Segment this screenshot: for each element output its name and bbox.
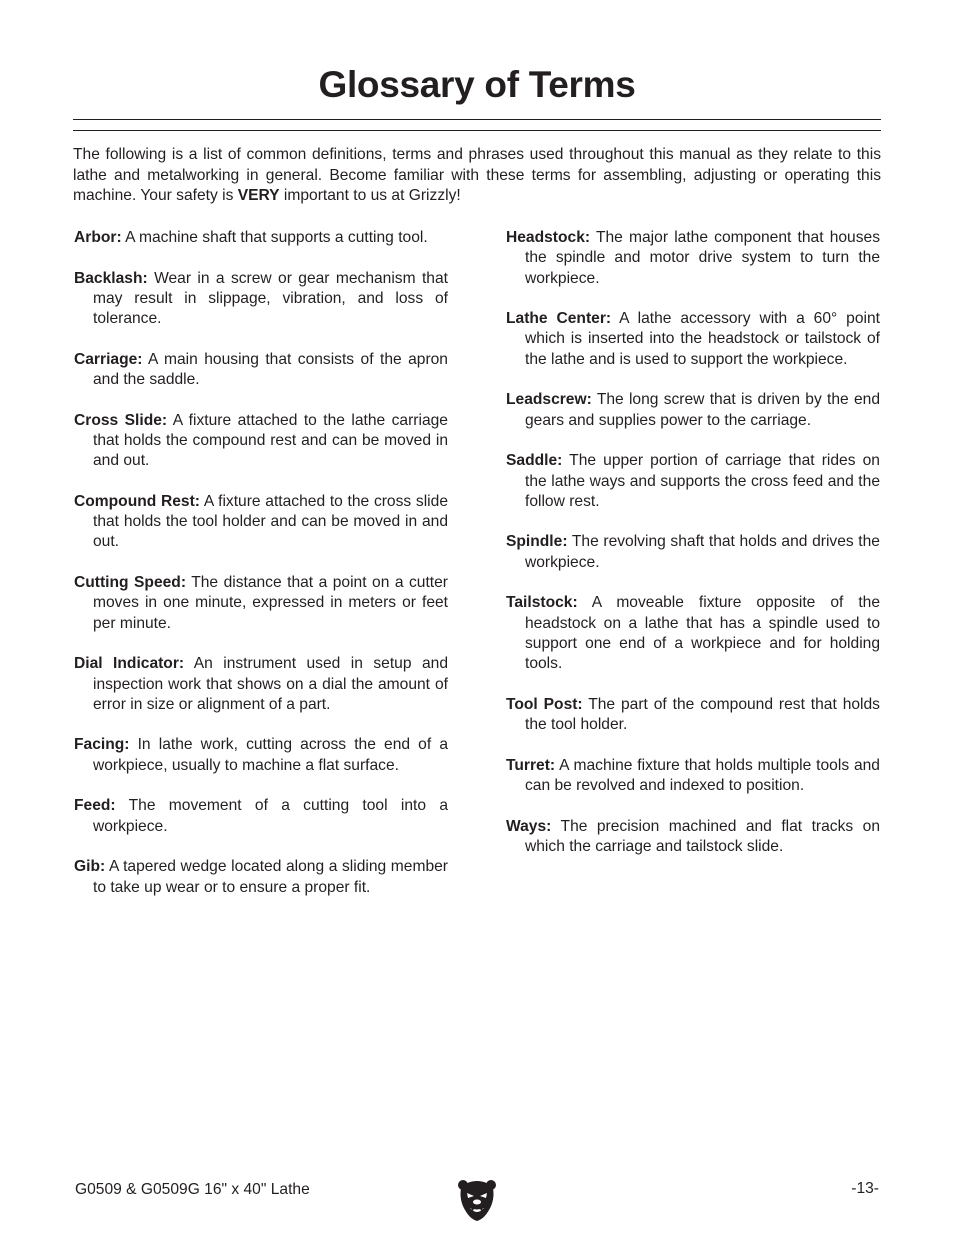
glossary-term: Compound Rest:: [74, 492, 200, 510]
glossary-entry: [506, 756, 880, 797]
glossary-term: Feed:: [74, 797, 116, 815]
intro-emphasis: VERY: [237, 187, 280, 204]
glossary-definition: An instrument used in setup and inspection work that shows on a dial the amount of error in size or alignment of a part.: [93, 655, 448, 713]
glossary-term: Headstock:: [506, 229, 591, 246]
glossary-entry: [74, 796, 448, 837]
glossary-definition: A machine fixture that holds multiple tools and can be revolved and indexed to position.: [525, 756, 880, 795]
glossary-term: Backlash:: [74, 269, 148, 287]
glossary-entry: [506, 390, 880, 431]
glossary-definition: A fixture attached to the lathe carriage that holds the compound rest and can be moved in and out.: [93, 411, 448, 470]
glossary-term: Leadscrew:: [506, 391, 592, 409]
glossary-entry: [506, 593, 880, 674]
glossary-definition: The distance that a point on a cutter moves in one minute, expressed in meters or feet per minute.: [93, 574, 448, 632]
glossary-definition: The long screw that is driven by the end gears and supplies power to the carriage.: [525, 391, 880, 429]
glossary-definition: The revolving shaft that holds and drives the workpiece.: [525, 533, 880, 571]
glossary-definition: The movement of a cutting tool into a workpiece.: [93, 797, 448, 835]
glossary-term: Tool Post:: [506, 695, 583, 713]
glossary-term: Facing:: [74, 736, 130, 754]
intro-paragraph: [73, 145, 881, 207]
glossary-term: Lathe Center:: [506, 310, 612, 328]
glossary-entry: [74, 654, 448, 715]
intro-text-end: important to us at Grizzly!: [279, 187, 461, 204]
glossary-entry: [74, 492, 448, 553]
glossary-term: Gib:: [74, 858, 106, 876]
glossary-definition: A main housing that consists of the apron and the saddle.: [93, 350, 448, 389]
grizzly-bear-logo-icon: [457, 1178, 497, 1222]
glossary-entry: [506, 817, 880, 858]
glossary-entry: [506, 309, 880, 370]
glossary-term: Arbor:: [74, 229, 122, 246]
glossary-term: Tailstock:: [506, 594, 578, 612]
glossary-term: Dial Indicator:: [74, 655, 185, 673]
page-number: -13-: [851, 1180, 879, 1197]
glossary-entry: [74, 573, 448, 634]
glossary-definition: The precision machined and flat tracks on which the carriage and tailstock slide.: [525, 817, 880, 855]
glossary-definition: In lathe work, cutting across the end of a workpiece, usually to machine a flat surface.: [93, 736, 448, 774]
footer-model: G0509 & G0509G 16" x 40" Lathe: [75, 1181, 310, 1198]
glossary-definition: A fixture attached to the cross slide that holds the tool holder and can be moved in and out.: [93, 492, 448, 551]
page-title: Glossary of Terms: [318, 64, 636, 105]
glossary-term: Carriage:: [74, 350, 143, 368]
glossary-term: Cross Slide:: [74, 411, 168, 429]
glossary-entry: [506, 451, 880, 512]
title-rule-bottom: [73, 130, 881, 131]
glossary-entry: [506, 532, 880, 573]
glossary-definition: The major lathe component that houses the spindle and motor drive system to turn the workpiece.: [525, 229, 880, 287]
glossary-right-column: [506, 228, 880, 878]
glossary-entry: [74, 269, 448, 330]
glossary-term: Spindle:: [506, 533, 568, 551]
title-rule-top: [73, 119, 881, 120]
glossary-definition: The upper portion of carriage that rides on the lathe ways and supports the cross feed and the follow rest.: [525, 452, 880, 510]
glossary-entry: [74, 735, 448, 776]
glossary-entry: [74, 228, 448, 248]
glossary-left-column: [74, 228, 448, 918]
glossary-term: Ways:: [506, 817, 552, 835]
glossary-entry: [74, 857, 448, 898]
glossary-entry: [506, 695, 880, 736]
glossary-entry: [506, 228, 880, 289]
glossary-definition: A lathe accessory with a 60° point which is inserted into the headstock or tailstock of the lathe and is used to support the workpiece.: [525, 310, 880, 368]
glossary-term: Turret:: [506, 756, 556, 774]
glossary-definition: A machine shaft that supports a cutting tool.: [125, 229, 428, 246]
glossary-definition: A tapered wedge located along a sliding member to take up wear or to ensure a proper fit.: [93, 858, 448, 896]
glossary-entry: [74, 411, 448, 472]
glossary-term: Cutting Speed:: [74, 574, 187, 592]
glossary-definition: The part of the compound rest that holds the tool holder.: [525, 695, 880, 734]
glossary-definition: Wear in a screw or gear mechanism that may result in slippage, vibration, and loss of tolerance.: [93, 269, 448, 328]
intro-text-start: The following is a list of common definitions, terms and phrases used throughout this manual as they relate to this lathe and metalworking in general. Become familiar with these terms for assembling, adjusting or operating this machine. Your safety is: [73, 146, 881, 204]
glossary-term: Saddle:: [506, 452, 563, 470]
glossary-entry: [74, 350, 448, 391]
glossary-definition: A moveable fixture opposite of the headstock on a lathe that has a spindle used to support one end of a workpiece and for holding tools.: [525, 594, 880, 673]
